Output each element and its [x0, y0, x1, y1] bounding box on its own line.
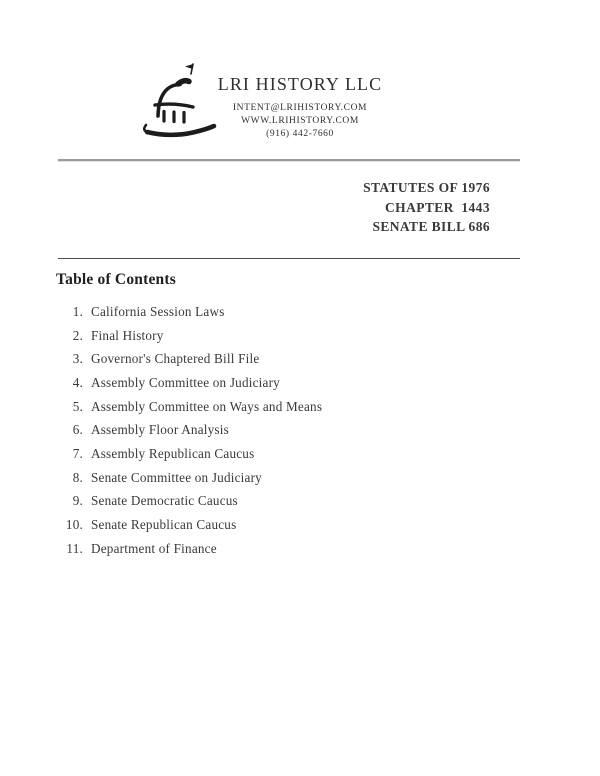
- toc-item-label: Senate Committee on Judiciary: [91, 469, 262, 485]
- toc-item-label: Assembly Floor Analysis: [91, 422, 229, 438]
- toc-item: [54, 490, 322, 514]
- toc-item: [54, 371, 322, 395]
- toc-item-number: 7.: [72, 445, 83, 461]
- toc-item-number: 5.: [72, 398, 83, 414]
- toc-item-label: Senate Republican Caucus: [91, 517, 237, 533]
- toc-item-label: Department of Finance: [91, 540, 217, 556]
- toc-item-label: Assembly Committee on Judiciary: [91, 374, 280, 390]
- toc-item-number: 2.: [72, 327, 83, 343]
- toc-item: [54, 300, 322, 324]
- toc-item-label: Senate Democratic Caucus: [91, 493, 238, 509]
- toc-item-number: 9.: [72, 493, 83, 509]
- company-name: LRI HISTORY LLC: [217, 74, 383, 94]
- horizontal-rule-top: [58, 159, 520, 162]
- website-text: WWW.LRIHISTORY.COM: [241, 116, 359, 126]
- horizontal-rule-bottom: [58, 258, 520, 259]
- toc-item-number: 1.: [72, 303, 83, 319]
- toc-item-number: 11.: [66, 540, 83, 556]
- toc-item-number: 4.: [72, 374, 83, 390]
- toc-item: [54, 466, 322, 490]
- toc-item: [54, 395, 322, 419]
- email-text: INTENT@LRIHISTORY.COM: [232, 103, 368, 113]
- senate-bill-line: SENATE BILL 686: [372, 219, 490, 234]
- toc-item: [54, 347, 322, 371]
- toc-item: [54, 442, 322, 466]
- letterhead: [140, 74, 460, 141]
- toc-item-number: 6.: [72, 422, 83, 438]
- toc-item-label: Final History: [91, 327, 164, 343]
- toc-item-number: 8.: [72, 469, 83, 485]
- bill-reference-block: [363, 178, 490, 237]
- toc-item-number: 10.: [65, 517, 83, 533]
- toc-item: [54, 513, 322, 537]
- toc-item-label: Assembly Committee on Ways and Means: [91, 398, 323, 414]
- toc-list: [54, 300, 322, 561]
- toc-item: [54, 418, 322, 442]
- toc-item-label: Governor's Chaptered Bill File: [91, 351, 260, 367]
- toc-item-label: California Session Laws: [91, 303, 225, 319]
- toc-item: [54, 537, 322, 561]
- chapter-line: CHAPTER 1443: [385, 199, 490, 215]
- phone-text: (916) 442-7660: [266, 129, 334, 139]
- toc-item-label: Assembly Republican Caucus: [91, 445, 255, 461]
- statutes-line: STATUTES OF 1976: [363, 180, 490, 195]
- toc-item-number: 3.: [72, 351, 83, 367]
- toc-item: [54, 324, 322, 348]
- toc-title: Table of Contents: [56, 271, 176, 288]
